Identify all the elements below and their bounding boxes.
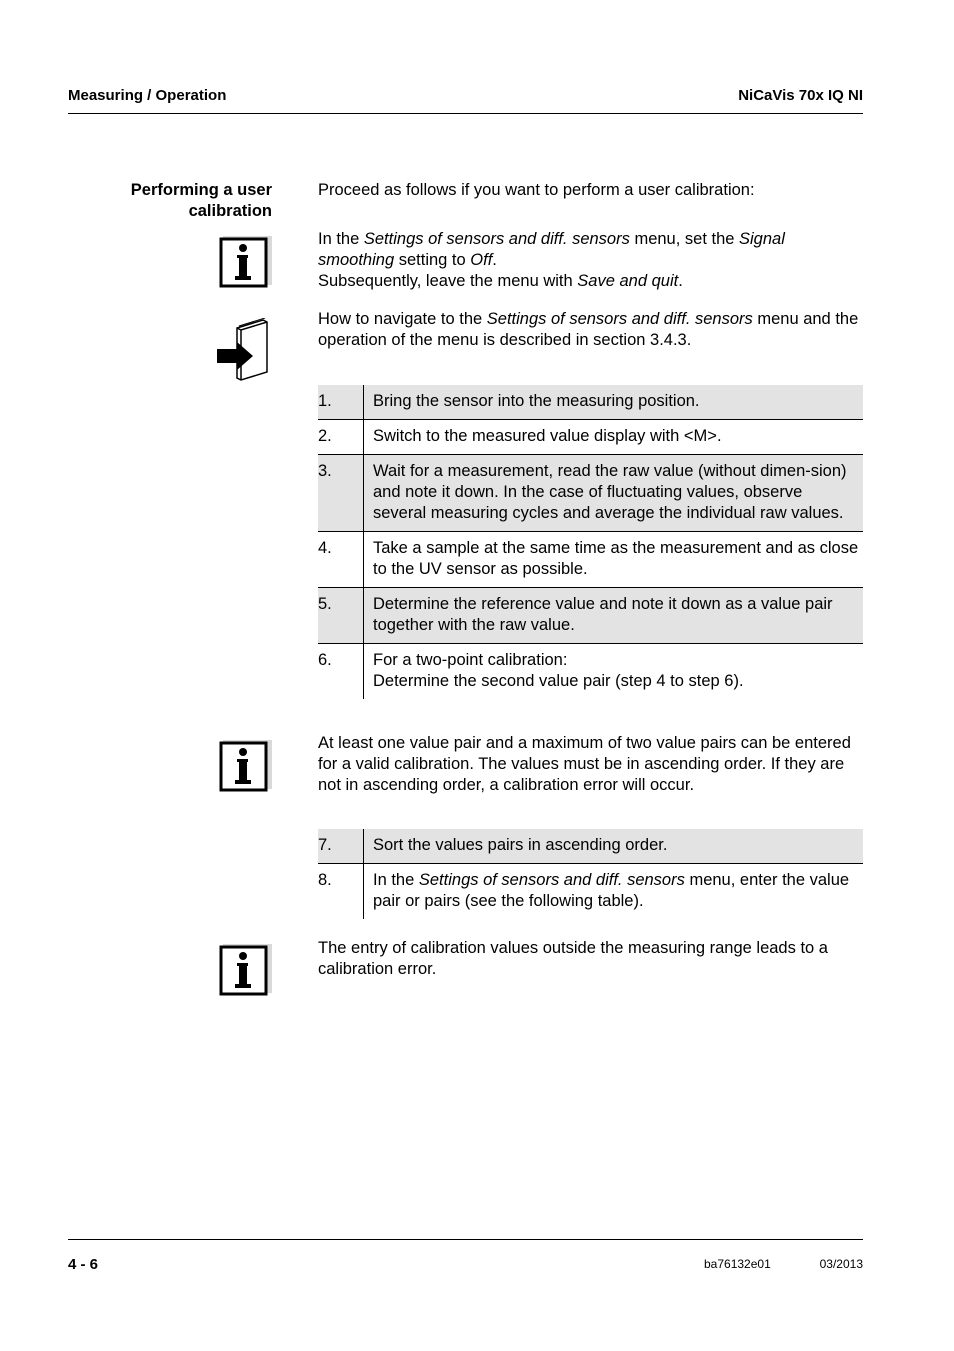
step-text: Take a sample at the same time as the measurement and as close to the UV sensor as possible. bbox=[373, 539, 859, 578]
note-signal-smoothing-line1 bbox=[318, 229, 863, 271]
key-label: <M> bbox=[683, 427, 717, 445]
table-row bbox=[318, 644, 863, 700]
note-measuring-range: The entry of calibration values outside the measuring range leads to a calibration error. bbox=[318, 939, 828, 978]
note1-text-p2c: . bbox=[678, 272, 683, 290]
table-row bbox=[318, 420, 863, 455]
step-text: Bring the sensor into the measuring position. bbox=[373, 392, 700, 410]
step-text-a: In the bbox=[373, 871, 419, 889]
note1-text-g: . bbox=[492, 251, 497, 269]
intro-text: Proceed as follows if you want to perform a user calibration: bbox=[318, 181, 755, 199]
step-text: Sort the values pairs in ascending order. bbox=[373, 836, 668, 854]
step-text: Determine the reference value and note it down as a value pair together with the raw value. bbox=[373, 595, 833, 634]
footer-rule bbox=[68, 1239, 863, 1240]
step-text bbox=[364, 864, 864, 920]
reference-menu-name: Settings of sensors and diff. sensors bbox=[486, 310, 753, 328]
step-text-line2: Determine the second value pair (step 4 to step 6). bbox=[373, 672, 744, 690]
section-heading-line1: Performing a user bbox=[130, 181, 272, 199]
header-rule bbox=[68, 113, 863, 114]
step-text bbox=[364, 644, 864, 700]
book-arrow-icon bbox=[215, 318, 271, 382]
note1-menu-name: Settings of sensors and diff. sensors bbox=[363, 230, 630, 248]
reference-text bbox=[318, 309, 863, 351]
note1-setting-name: Signal smoothing bbox=[318, 230, 785, 269]
info-icon bbox=[219, 944, 272, 997]
step-text-b: . bbox=[716, 427, 722, 445]
step-text-line1: For a two-point calibration: bbox=[373, 651, 568, 669]
header-left: Measuring / Operation bbox=[68, 87, 227, 104]
note1-text-p2a: Subsequently, leave the menu with bbox=[318, 272, 578, 290]
step-number: 8. bbox=[318, 864, 364, 920]
step-text: Wait for a measurement, read the raw value (without dimen-sion) and note it down. In the case of fluctuating values, observe several measuring cycles and average the individual raw values. bbox=[373, 462, 847, 522]
section-heading-line2: calibration bbox=[188, 202, 272, 220]
note1-text-e: setting to bbox=[394, 251, 471, 269]
steps-table-2 bbox=[318, 829, 863, 919]
table-row bbox=[318, 455, 863, 532]
step-number: 1. bbox=[318, 385, 364, 420]
note1-text-a: In the bbox=[318, 230, 364, 248]
note1-value: Off bbox=[470, 251, 493, 269]
step-menu-name: Settings of sensors and diff. sensors bbox=[418, 871, 685, 889]
step-text bbox=[364, 420, 864, 455]
section-heading bbox=[72, 180, 272, 222]
step-number: 7. bbox=[318, 829, 364, 864]
info-icon bbox=[219, 740, 272, 793]
step-number: 3. bbox=[318, 455, 364, 532]
page-number: 4 - 6 bbox=[68, 1256, 99, 1273]
note1-save-quit: Save and quit bbox=[577, 272, 679, 290]
step-number: 4. bbox=[318, 532, 364, 588]
step-text-a: Switch to the measured value display with bbox=[373, 427, 684, 445]
reference-text-c: menu and the operation of the menu is described in section 3.4.3. bbox=[318, 310, 859, 349]
step-number: 2. bbox=[318, 420, 364, 455]
note-value-pairs: At least one value pair and a maximum of two value pairs can be entered for a valid calibration. The values must be in ascending order. If they are not in ascending order, a calibration error will occur. bbox=[318, 734, 851, 794]
table-row bbox=[318, 829, 863, 864]
info-icon bbox=[219, 236, 272, 289]
step-text-c: menu, enter the value pair or pairs (see the following table). bbox=[373, 871, 850, 910]
table-row bbox=[318, 385, 863, 420]
step-number: 6. bbox=[318, 644, 364, 700]
note-signal-smoothing bbox=[318, 229, 863, 292]
steps-table-1 bbox=[318, 385, 863, 699]
step-number: 5. bbox=[318, 588, 364, 644]
note1-text-c: menu, set the bbox=[629, 230, 740, 248]
document-id: ba76132e01 bbox=[704, 1257, 771, 1271]
note-signal-smoothing-line2 bbox=[318, 271, 863, 292]
document-date: 03/2013 bbox=[819, 1257, 863, 1271]
table-row bbox=[318, 588, 863, 644]
table-row bbox=[318, 864, 863, 920]
header-right: NiCaVis 70x IQ NI bbox=[738, 87, 863, 104]
reference-text-a: How to navigate to the bbox=[318, 310, 487, 328]
table-row bbox=[318, 532, 863, 588]
